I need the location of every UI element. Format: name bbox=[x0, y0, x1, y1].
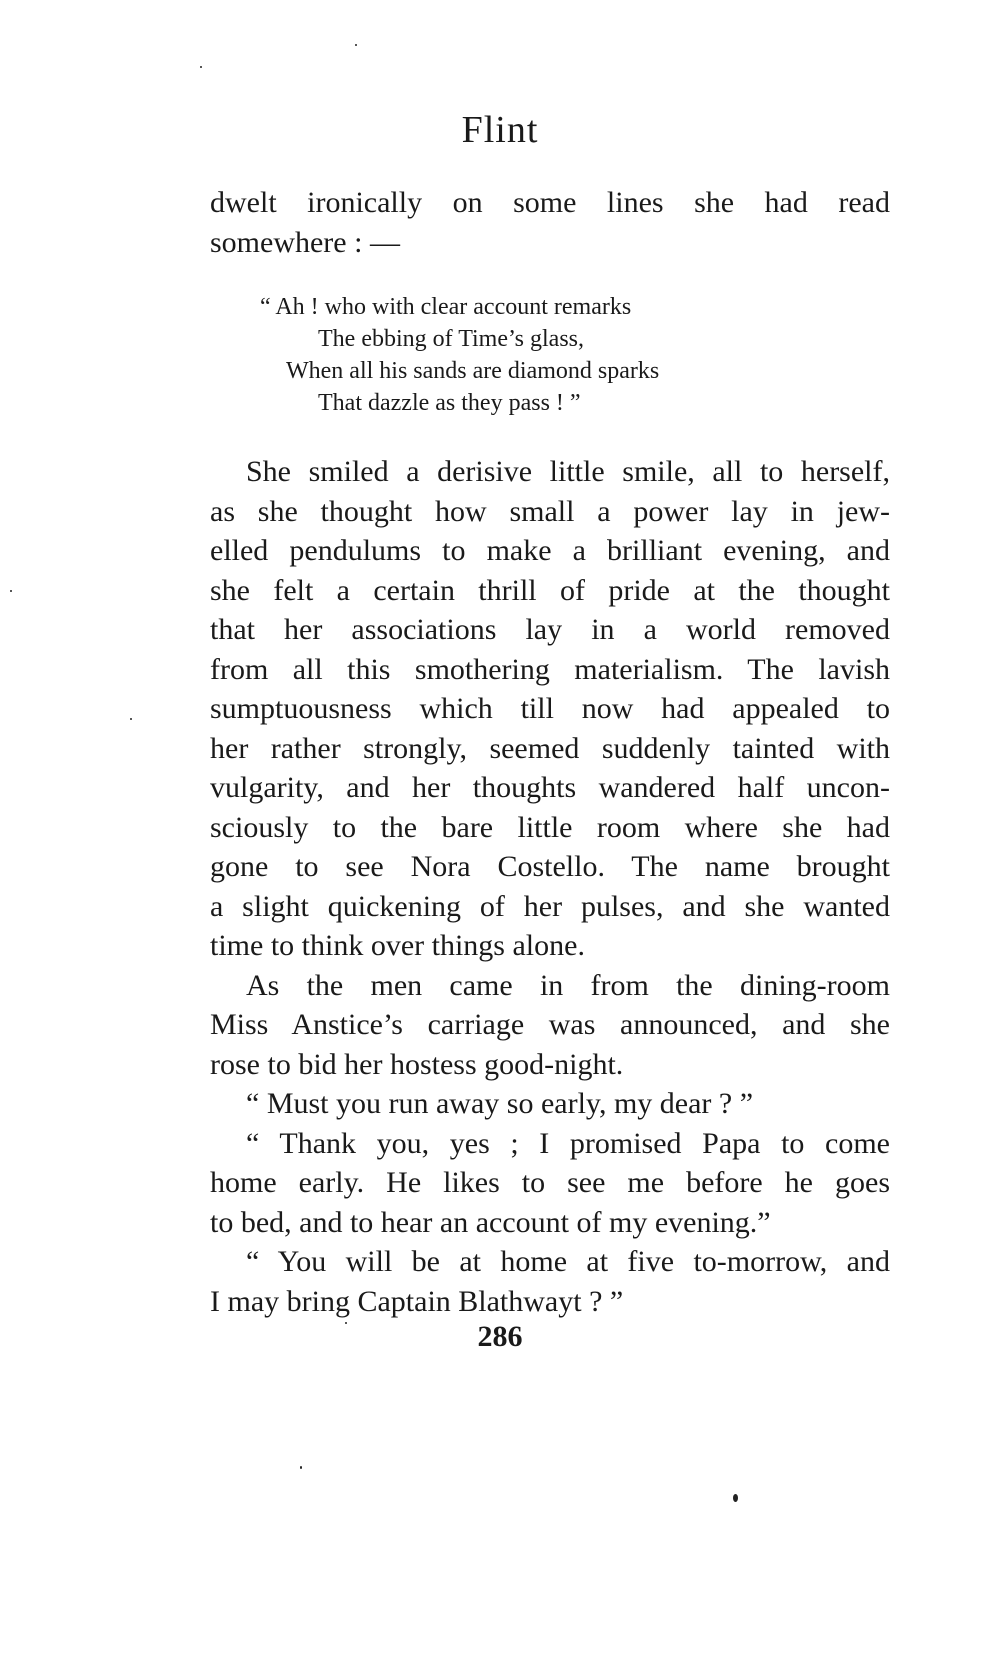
text-line: dwelt ironically on some lines she had read bbox=[210, 186, 890, 219]
verse-line: The ebbing of Time’s glass, bbox=[318, 326, 585, 352]
main-text bbox=[210, 452, 890, 1321]
intro-paragraph bbox=[210, 183, 890, 262]
text-line: as she thought how small a power lay in jew- bbox=[210, 494, 890, 528]
text-line: She smiled a derisive little smile, all to herself, bbox=[246, 455, 890, 488]
paper-speck bbox=[300, 1466, 302, 1469]
text-line: gone to see Nora Costello. The name brought bbox=[210, 850, 890, 883]
paper-speck bbox=[733, 1494, 738, 1502]
text-line: home early. He likes to see me before he goes bbox=[210, 1166, 890, 1199]
verse-line: That dazzle as they pass ! ” bbox=[318, 390, 581, 416]
text-line: her rather strongly, seemed suddenly tainted with bbox=[210, 731, 890, 765]
verse-line: When all his sands are diamond sparks bbox=[286, 358, 660, 384]
verse-line: “ Ah ! who with clear account remarks bbox=[260, 294, 632, 320]
text-line: sciously to the bare little room where she had bbox=[210, 810, 890, 844]
paper-speck bbox=[200, 66, 202, 68]
text-line: elled pendulums to make a brilliant evening, and bbox=[210, 534, 890, 567]
paper-speck bbox=[345, 1322, 347, 1324]
text-line: Miss Anstice’s carriage was announced, and she bbox=[210, 1008, 890, 1041]
verse-quotation bbox=[260, 291, 659, 419]
paper-speck bbox=[130, 718, 132, 720]
text-line: “ You will be at home at five to-morrow, and bbox=[246, 1245, 890, 1278]
text-line: somewhere : — bbox=[210, 225, 400, 259]
paragraph bbox=[210, 1124, 890, 1243]
text-line: to bed, and to hear an account of my evening.” bbox=[210, 1205, 771, 1239]
text-line: rose to bid her hostess good-night. bbox=[210, 1047, 624, 1081]
text-line: from all this smothering materialism. The lavish bbox=[210, 652, 890, 686]
paragraph bbox=[210, 1084, 890, 1124]
text-line: As the men came in from the dining-room bbox=[246, 968, 890, 1002]
text-line: I may bring Captain Blathwayt ? ” bbox=[210, 1284, 624, 1318]
text-line: that her associations lay in a world removed bbox=[210, 613, 890, 646]
paragraph bbox=[210, 1242, 890, 1321]
text-line: “ Must you run away so early, my dear ? ” bbox=[246, 1087, 754, 1120]
paper-speck bbox=[355, 44, 357, 46]
paragraph bbox=[210, 966, 890, 1085]
page-number: 286 bbox=[477, 1320, 523, 1353]
paragraph bbox=[210, 452, 890, 966]
running-head: Flint bbox=[461, 109, 539, 151]
text-line: time to think over things alone. bbox=[210, 929, 585, 962]
text-line: a slight quickening of her pulses, and she wanted bbox=[210, 889, 890, 923]
text-line: “ Thank you, yes ; I promised Papa to come bbox=[246, 1126, 890, 1160]
text-line: vulgarity, and her thoughts wandered half uncon- bbox=[210, 771, 890, 804]
text-line: she felt a certain thrill of pride at the thought bbox=[210, 573, 890, 607]
text-line: sumptuousness which till now had appealed to bbox=[210, 692, 890, 725]
paper-speck bbox=[10, 590, 12, 592]
